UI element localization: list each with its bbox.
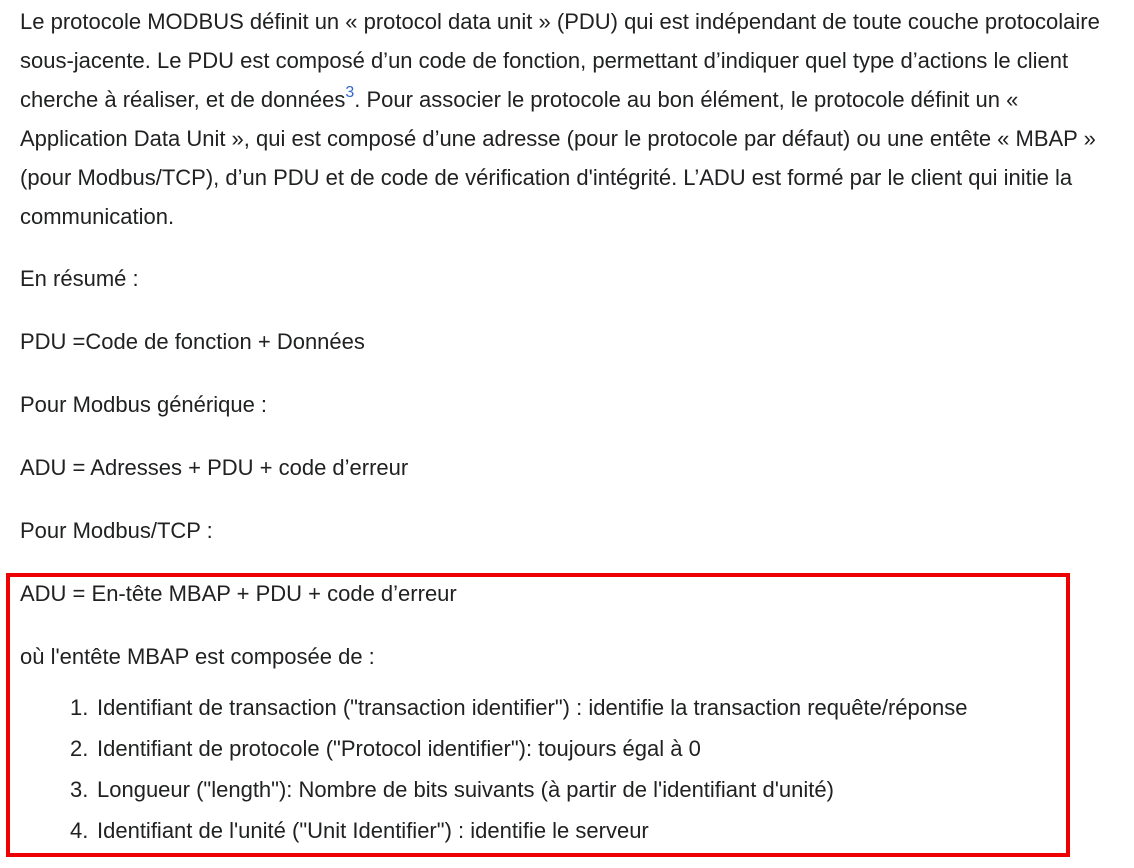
generic-adu-formula: ADU = Adresses + PDU + code d’erreur <box>20 455 409 480</box>
list-item-number: 4. <box>70 818 89 843</box>
list-item-number: 3. <box>70 777 89 802</box>
footnote-reference-link[interactable]: 3 <box>345 83 355 101</box>
tcp-adu-formula: ADU = En-tête MBAP + PDU + code d’erreur <box>20 581 457 606</box>
list-item <box>70 694 967 722</box>
list-item-text: Longueur ("length"): Nombre de bits suivants (à partir de l'identifiant d'unité) <box>97 777 834 802</box>
list-item-text: Identifiant de transaction ("transaction identifier") : identifie la transaction requête/réponse <box>97 695 968 720</box>
intro-paragraph <box>20 0 1120 236</box>
list-item-number: 1. <box>70 695 89 720</box>
tcp-heading: Pour Modbus/TCP : <box>20 518 213 543</box>
list-item <box>70 735 701 763</box>
summary-heading: En résumé : <box>20 266 139 291</box>
intro-text-part1: Le protocole MODBUS définit un « protocol data unit » (PDU) qui est indépendant de toute couche protocolaire sous-jacente. Le PDU est composé d’un code de fonction, permettant d’indiquer quel type d’actions le client cherche à réaliser, et de données <box>20 9 1100 112</box>
list-item-text: Identifiant de l'unité ("Unit Identifier") : identifie le serveur <box>97 818 649 843</box>
mbap-intro: où l'entête MBAP est composée de : <box>20 644 375 669</box>
list-item <box>70 776 834 804</box>
article-body <box>20 0 1120 236</box>
generic-heading: Pour Modbus générique : <box>20 392 268 417</box>
list-item <box>70 817 649 845</box>
list-item-text: Identifiant de protocole ("Protocol identifier"): toujours égal à 0 <box>97 736 701 761</box>
intro-text-part2: . Pour associer le protocole au bon élément, le protocole définit un « Application Data Unit », qui est composé d’une adresse (pour le protocole par défaut) ou une entête « MBAP » (pour Modbus/TCP), d’un PDU et de code de vérification d'intégrité. L’ADU est formé par le client qui initie la communication. <box>20 87 1096 229</box>
pdu-formula: PDU =Code de fonction + Données <box>20 329 365 354</box>
list-item-number: 2. <box>70 736 89 761</box>
